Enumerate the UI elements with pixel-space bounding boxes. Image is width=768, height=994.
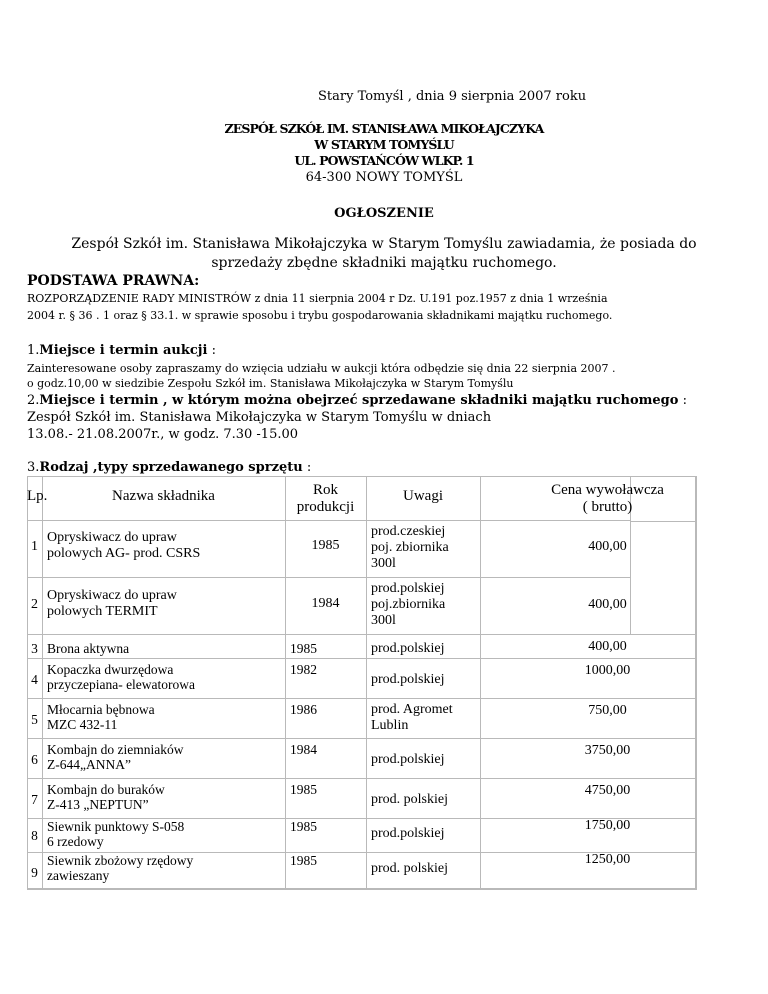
row-9-lp: 9: [31, 865, 38, 880]
row-5-price: 750,00: [588, 703, 627, 718]
school-postal: 64-300 NOWY TOMYŚL: [305, 170, 463, 185]
row-3-year: 1985: [290, 641, 317, 656]
row-7-name: Kombajn do buraków Z-413 „NEPTUN”: [47, 782, 165, 812]
row-8-lp: 8: [31, 828, 38, 843]
row-1-lp: 1: [31, 539, 38, 554]
row-3-price: 400,00: [588, 639, 627, 654]
intro-line-2: sprzedaży zbędne składniki majątku ruchomego.: [211, 255, 557, 271]
row-3-notes: prod.polskiej: [371, 641, 445, 656]
header-notes: Uwagi: [403, 488, 443, 504]
row-6-name: Kombajn do ziemniaków Z-644„ANNA”: [47, 742, 184, 772]
row-8-name: Siewnik punktowy S-058 6 rzedowy: [47, 819, 185, 849]
row-2-price: 400,00: [588, 597, 627, 612]
row-7-year: 1985: [290, 782, 317, 797]
row-9-price: 1250,00: [584, 852, 631, 867]
row-3-name: Brona aktywna: [47, 641, 130, 656]
row-2-notes: prod.polskiej poj.zbiornika 300l: [371, 581, 446, 628]
row-6-lp: 6: [31, 752, 38, 767]
row-4-notes: prod.polskiej: [371, 672, 445, 687]
row-9-name: Siewnik zbożowy rzędowy zawieszany: [47, 853, 194, 883]
row-5-year: 1986: [290, 702, 317, 717]
row-4-price: 1000,00: [584, 663, 631, 678]
announcement-title: OGŁOSZENIE: [334, 206, 434, 221]
section-3-heading: 3.Rodzaj ,typy sprzedawanego sprzętu :: [27, 460, 312, 475]
row-9-notes: prod. polskiej: [371, 861, 448, 876]
row-8-notes: prod.polskiej: [371, 826, 445, 841]
row-1-year: 1985: [311, 538, 340, 553]
row-4-lp: 4: [31, 672, 38, 687]
row-6-notes: prod.polskiej: [371, 752, 445, 767]
row-5-name: Młocarnia bębnowa MZC 432-11: [47, 702, 155, 732]
row-5-lp: 5: [31, 712, 38, 727]
section-2-line-1: Zespół Szkół im. Stanisława Mikołajczyka w Starym Tomyślu w dniach: [27, 410, 492, 425]
row-2-year: 1984: [311, 596, 340, 611]
row-6-price: 3750,00: [584, 743, 631, 758]
row-3-lp: 3: [31, 641, 38, 656]
date-line: Stary Tomyśl , dnia 9 sierpnia 2007 roku: [318, 89, 587, 104]
row-4-name: Kopaczka dwurzędowa przyczepiana- elewatorowa: [47, 662, 196, 692]
row-2-lp: 2: [31, 597, 38, 612]
legal-heading: PODSTAWA PRAWNA:: [27, 273, 200, 289]
row-1-name: Opryskiwacz do upraw polowych AG- prod. CSRS: [47, 530, 201, 561]
row-2-name: Opryskiwacz do upraw polowych TERMIT: [47, 588, 177, 619]
row-7-notes: prod. polskiej: [371, 792, 448, 807]
legal-line-1: ROZPORZĄDZENIE RADY MINISTRÓW z dnia 11 sierpnia 2004 r Dz. U.191 poz.1957 z dnia 1 września: [27, 292, 608, 305]
school-location: W STARYM TOMYŚLU: [314, 137, 454, 152]
row-5-notes: prod. Agromet Lublin: [371, 702, 453, 733]
row-7-price: 4750,00: [584, 783, 631, 798]
section-2-line-2: 13.08.- 21.08.2007r., w godz. 7.30 -15.00: [27, 427, 299, 442]
equipment-table: [27, 476, 697, 890]
header-name: Nazwa składnika: [112, 488, 215, 504]
header-lp: Lp.: [27, 488, 48, 504]
row-4-year: 1982: [290, 662, 317, 677]
section-1-line-1: Zainteresowane osoby zapraszamy do wzięcia udziału w aukcji która odbędzie się dnia 22 sierpnia 2007 .: [27, 362, 616, 375]
school-street: UL. POWSTAŃCÓW WLKP. 1: [294, 153, 474, 168]
row-1-notes: prod.czeskiej poj. zbiornika 300l: [371, 524, 449, 571]
row-9-year: 1985: [290, 853, 317, 868]
header-year: Rok produkcji: [296, 482, 355, 515]
row-8-price: 1750,00: [584, 818, 631, 833]
row-7-lp: 7: [31, 792, 38, 807]
intro-line-1: Zespół Szkół im. Stanisława Mikołajczyka w Starym Tomyślu zawiadamia, że posiada do: [71, 236, 697, 252]
row-8-year: 1985: [290, 819, 317, 834]
section-1-heading: 1.Miejsce i termin aukcji :: [27, 343, 216, 358]
section-2-heading: 2.Miejsce i termin , w którym można obejrzeć sprzedawane składniki majątku ruchomego :: [27, 393, 687, 408]
school-name: ZESPÓŁ SZKÓŁ IM. STANISŁAWA MIKOŁAJCZYKA: [224, 121, 544, 136]
row-6-year: 1984: [290, 742, 317, 757]
legal-line-2: 2004 r. § 36 . 1 oraz § 33.1. w sprawie sposobu i trybu gospodarowania składnikami majątku ruchomego.: [27, 309, 613, 322]
header-price: Cena wywoławcza ( brutto): [551, 482, 664, 515]
row-1-price: 400,00: [588, 539, 627, 554]
section-1-line-2: o godz.10,00 w siedzibie Zespołu Szkół im. Stanisława Mikołajczyka w Starym Tomyślu: [27, 377, 514, 390]
